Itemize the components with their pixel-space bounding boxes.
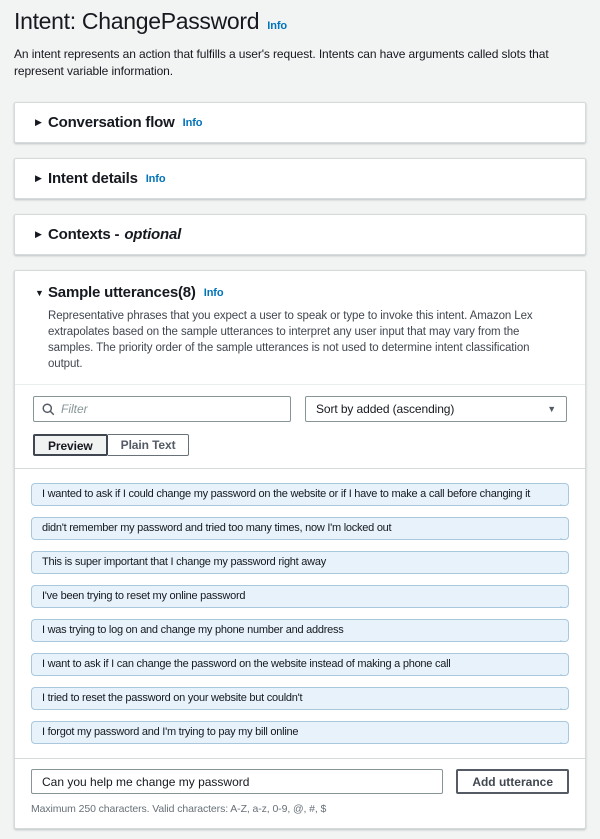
chevron-right-icon: ▶	[35, 117, 42, 127]
utterance-list	[15, 468, 585, 759]
utterance-count: (8)	[178, 284, 196, 301]
chevron-down-icon: ▼	[35, 287, 44, 298]
view-toggle	[15, 432, 585, 468]
contexts-panel	[14, 214, 586, 255]
utterance-bubble[interactable]: This is super important that I change my password right away	[31, 551, 569, 574]
page-description: An intent represents an action that fulfills a user's request. Intents can have arguments called slots that represent variable information.	[14, 47, 549, 78]
sort-dropdown[interactable]	[305, 396, 567, 422]
sort-dropdown-value: Sort by added (ascending)	[316, 402, 455, 416]
contexts-header[interactable]	[15, 215, 585, 254]
new-utterance-input[interactable]	[31, 769, 443, 794]
sample-utterances-description: Representative phrases that you expect a user to speak or type to invoke this intent. Amazon Lex extrapolates based on the sample utterances to interpret any user input that may vary from the samples. The priority order of the sample utterances is not used to determine intent classification output.	[48, 310, 533, 370]
sample-utterances-title: Sample utterances	[48, 284, 178, 301]
sample-utterances-header[interactable]	[15, 271, 585, 301]
utterance-bubble[interactable]: I've been trying to reset my online password	[31, 585, 569, 608]
chevron-right-icon: ▶	[35, 229, 42, 239]
intent-info-link[interactable]: Info	[267, 20, 288, 32]
utterance-controls	[15, 385, 585, 432]
utterance-bubble[interactable]: didn't remember my password and tried too many times, now I'm locked out	[31, 517, 569, 540]
chevron-down-icon: ▼	[547, 404, 556, 414]
utterance-bubble[interactable]: I tried to reset the password on your website but couldn't	[31, 687, 569, 710]
plain-text-toggle-button[interactable]: Plain Text	[108, 434, 190, 456]
character-constraints-text: Maximum 250 characters. Valid characters: A-Z, a-z, 0-9, @, #, $	[31, 803, 327, 815]
chevron-right-icon: ▶	[35, 173, 42, 183]
add-utterance-row	[15, 759, 585, 798]
utterance-bubble[interactable]: I want to ask if I can change the password on the website instead of making a phone call	[31, 653, 569, 676]
conversation-flow-panel	[14, 102, 586, 143]
intent-details-header[interactable]	[15, 159, 585, 198]
utterance-bubble[interactable]: I forgot my password and I'm trying to pay my bill online	[31, 721, 569, 744]
sample-utterances-info-link[interactable]: Info	[203, 286, 224, 299]
add-utterance-button[interactable]: Add utterance	[456, 769, 569, 794]
page-header	[14, 8, 586, 80]
search-icon	[42, 403, 55, 416]
conversation-flow-title: Conversation flow	[48, 114, 175, 131]
contexts-title: Contexts -	[48, 226, 120, 243]
filter-box	[33, 396, 291, 422]
intent-details-info-link[interactable]: Info	[145, 172, 166, 185]
conversation-flow-header[interactable]	[15, 103, 585, 142]
contexts-optional-label: optional	[124, 226, 182, 243]
filter-input[interactable]	[61, 402, 282, 416]
sample-utterances-panel	[14, 270, 586, 829]
conversation-flow-info-link[interactable]: Info	[182, 116, 203, 129]
intent-details-title: Intent details	[48, 170, 138, 187]
page-title: Intent: ChangePassword	[14, 8, 260, 34]
utterance-bubble[interactable]: I wanted to ask if I could change my password on the website or if I have to make a call before changing it	[31, 483, 569, 506]
intent-details-panel	[14, 158, 586, 199]
preview-toggle-button[interactable]: Preview	[33, 434, 108, 456]
utterance-bubble[interactable]: I was trying to log on and change my phone number and address	[31, 619, 569, 642]
